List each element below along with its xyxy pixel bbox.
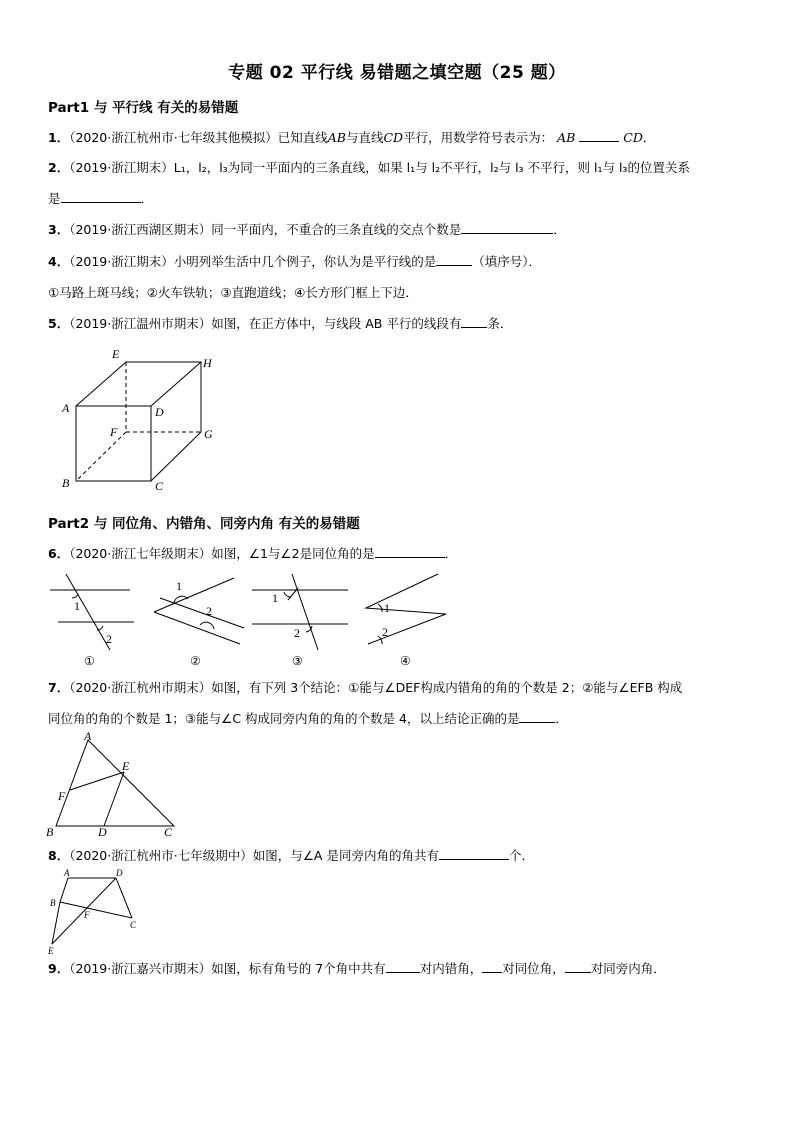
question-3 xyxy=(48,217,758,243)
q8-label-f: F xyxy=(84,910,90,920)
q1-answer-blank[interactable] xyxy=(579,128,619,142)
q4-source: （2019·浙江期末） xyxy=(69,254,174,269)
cube-top-face xyxy=(76,362,201,406)
q9-text-3: 对同位角， xyxy=(502,961,565,976)
q6-fig-label-4: ④ xyxy=(400,654,411,668)
question-2 xyxy=(48,155,758,181)
q8-segment-dc xyxy=(116,878,132,918)
q3-number: 3． xyxy=(48,222,70,237)
q7-label-a: A xyxy=(84,730,92,743)
q3-text: 同一平面内，不重合的三条直线的交点个数是 xyxy=(211,222,462,237)
q1-text: 已知直线 xyxy=(277,130,328,145)
q7-label-b: B xyxy=(46,825,54,839)
q7-triangle-abc xyxy=(56,740,174,826)
q7-label-f: F xyxy=(58,789,66,803)
q7-line2: 同位角的角的个数是 1；③能与∠C 构成同旁内角的角的个数是 4，以上结论正确的是 xyxy=(48,711,520,726)
q7-end: ． xyxy=(555,711,568,726)
cube-front-face xyxy=(76,406,151,481)
question-4 xyxy=(48,249,758,275)
question-5 xyxy=(48,311,758,337)
q3-answer-blank[interactable] xyxy=(461,220,553,234)
q6-f2-angle1: 1 xyxy=(176,579,182,593)
q6-text: 如图，∠1与∠2是同位角的是 xyxy=(211,546,375,561)
q6-figures xyxy=(48,570,458,670)
q6-figure-4 xyxy=(366,574,446,644)
q1-ab2: AB xyxy=(557,130,576,145)
q7-line1: 如图，有下列 3个结论：①能与∠DEF构成内错角的角的个数是 2；②能与∠EFB 构成 xyxy=(211,680,683,695)
cube-label-c: C xyxy=(155,479,164,493)
q1-tail: 平行，用数学符号表示为： xyxy=(403,130,554,145)
q6-fig-label-1: ① xyxy=(84,654,95,668)
q8-label-a: A xyxy=(64,868,70,878)
q9-blank-3[interactable] xyxy=(565,959,591,973)
q6-source: （2020·浙江七年级期末） xyxy=(69,546,212,561)
q6-fig-label-2: ② xyxy=(190,654,201,668)
q9-source: （2019·浙江嘉兴市期末） xyxy=(69,961,212,976)
q2-answer-blank[interactable] xyxy=(61,189,141,203)
question-7-line2 xyxy=(48,706,758,732)
q1-source: （2020·浙江杭州市·七年级其他模拟） xyxy=(69,130,278,145)
q8-segment-bc xyxy=(60,902,132,918)
q8-number: 8． xyxy=(48,848,70,863)
q6-f1-angle2: 2 xyxy=(106,632,112,646)
q6-f2-angle2: 2 xyxy=(206,604,212,618)
cube-label-a: A xyxy=(62,401,70,415)
q7-label-c: C xyxy=(164,825,173,839)
q6-fig-label-3: ③ xyxy=(292,654,303,668)
q9-text: 如图，标有角号的 7个角中共有 xyxy=(211,961,386,976)
q2-source: （2019·浙江期末） xyxy=(69,160,174,175)
q1-cd2: CD xyxy=(623,130,643,145)
q9-text-4: 对同旁内角． xyxy=(590,961,666,976)
q8-label-d: D xyxy=(116,868,123,878)
q6-f4-angle2: 2 xyxy=(382,625,388,639)
q6-answer-blank[interactable] xyxy=(375,544,445,558)
q9-text-2: 对内错角， xyxy=(419,961,483,976)
q1-ab: AB xyxy=(327,130,346,145)
q7-number: 7． xyxy=(48,680,70,695)
question-9 xyxy=(48,956,758,982)
q6-figure-1 xyxy=(50,574,134,650)
cube-label-b: B xyxy=(62,476,70,490)
q4-number: 4． xyxy=(48,254,70,269)
q8-tail: 个． xyxy=(508,848,534,863)
q8-answer-blank[interactable] xyxy=(439,846,509,860)
q3-end: ． xyxy=(553,222,566,237)
q8-label-e: E xyxy=(48,946,54,956)
page-title: 专题 02 平行线 易错题之填空题（25 题） xyxy=(228,63,566,83)
q1-cd: CD xyxy=(383,130,404,145)
q7-source: （2020·浙江杭州市期末） xyxy=(69,680,212,695)
question-2-line2 xyxy=(48,186,758,212)
q1-mid: 与直线 xyxy=(345,130,384,145)
q2-number: 2． xyxy=(48,160,70,175)
question-6 xyxy=(48,541,758,567)
part1-heading: Part1 与 平行线 有关的易错题 xyxy=(48,100,239,116)
q8-segment-ab xyxy=(60,878,68,902)
q6-f3-angle1: 1 xyxy=(272,591,278,605)
q6-figure-2 xyxy=(154,578,244,644)
cube-label-h: H xyxy=(203,356,212,370)
q5-tail: 条． xyxy=(487,316,513,331)
q1-number: 1． xyxy=(48,130,70,145)
question-7 xyxy=(48,675,758,701)
q6-number: 6． xyxy=(48,546,70,561)
cube-label-d: D xyxy=(155,405,164,419)
q2-line1: L₁，l₂，l₃为同一平面内的三条直线，如果 l₁与 l₂不平行，l₂与 l₃ 不平行，则 l₁与 l₃的位置关系 xyxy=(173,160,690,175)
q6-f4-angle1: 1 xyxy=(384,601,390,615)
q5-number: 5． xyxy=(48,316,70,331)
cube-edge-gc xyxy=(151,432,201,481)
cube-hidden-edge-fb xyxy=(76,432,126,481)
q8-label-c: C xyxy=(130,920,137,930)
question-4-options: ①马路上斑马线；②火车铁轨；③直跑道线；④长方形门框上下边． xyxy=(48,285,418,300)
question-8 xyxy=(48,843,758,869)
cube-label-f: F xyxy=(110,425,118,439)
q8-source: （2020·浙江杭州市·七年级期中） xyxy=(69,848,253,863)
q6-end: ． xyxy=(444,546,458,561)
q9-number: 9． xyxy=(48,961,70,976)
q2-line2-pre: 是 xyxy=(48,191,61,206)
q5-source: （2019·浙江温州市期末） xyxy=(69,316,212,331)
q8-text: 如图，与∠A 是同旁内角的角共有 xyxy=(252,848,439,863)
part2-heading: Part2 与 同位角、内错角、同旁内角 有关的易错题 xyxy=(48,516,360,532)
q9-blank-2[interactable] xyxy=(482,959,502,973)
cube-label-g: G xyxy=(204,427,213,441)
q6-f1-angle1: 1 xyxy=(74,599,80,613)
q5-answer-blank[interactable] xyxy=(461,314,487,328)
q4-text: 小明列举生活中几个例子，你认为是平行线的是 xyxy=(173,254,437,269)
q7-segment-fe xyxy=(70,772,124,790)
q4-tail: （填序号）． xyxy=(472,254,542,269)
q7-label-d: D xyxy=(98,825,107,839)
q5-text: 如图，在正方体中，与线段 AB 平行的线段有 xyxy=(211,316,462,331)
cube-label-e: E xyxy=(112,347,120,361)
q8-label-b: B xyxy=(50,898,56,908)
q9-blank-1[interactable] xyxy=(386,959,420,973)
cube-figure xyxy=(58,342,228,502)
question-1 xyxy=(48,125,758,151)
q7-triangle-figure xyxy=(44,730,194,840)
q6-figure-3 xyxy=(252,574,348,650)
q7-answer-blank[interactable] xyxy=(519,709,555,723)
q2-end: ． xyxy=(140,191,154,206)
q6-f3-angle2: 2 xyxy=(294,626,300,640)
q7-segment-ed xyxy=(104,772,124,826)
q7-label-e: E xyxy=(122,759,130,773)
q3-source: （2019·浙江西湖区期末） xyxy=(69,222,212,237)
q1-end: ． xyxy=(642,130,656,145)
q4-answer-blank[interactable] xyxy=(436,252,472,266)
q8-figure xyxy=(44,868,154,958)
